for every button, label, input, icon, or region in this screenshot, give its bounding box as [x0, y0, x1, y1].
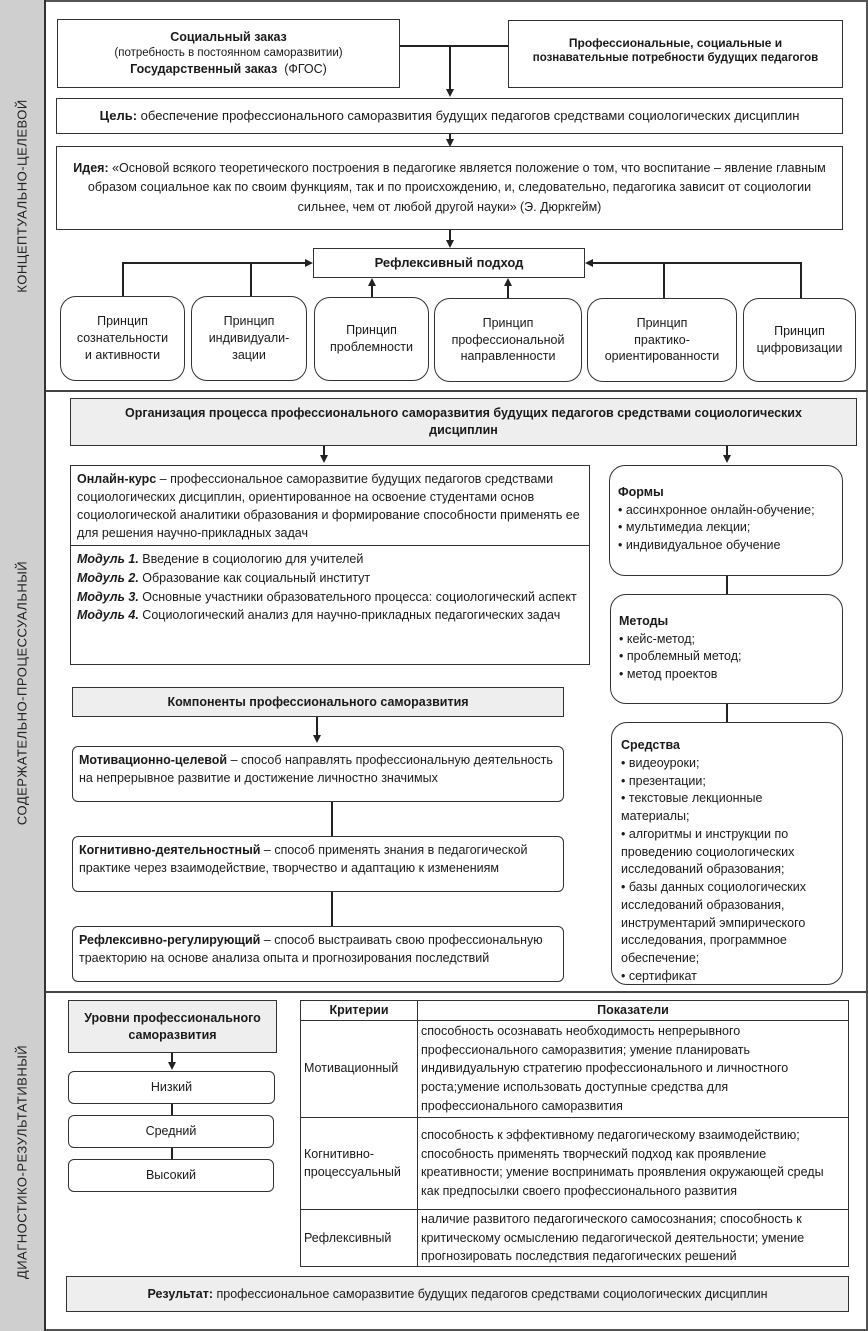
table-cell-indicators: наличие развитого педагогического самосознания; способность к критическому осмыслению педагогической деятельности; умение прогнозировать последствия педагогических решений: [418, 1209, 849, 1266]
connector-forms-methods: [726, 576, 728, 594]
module-text: Образование как социальный институт: [138, 570, 371, 585]
module-label: Модуль 1.: [77, 552, 139, 566]
means-item: • презентации;: [621, 773, 834, 791]
approach-box: [313, 248, 585, 278]
module-label: Модуль 3.: [77, 589, 139, 604]
goal-box: [56, 98, 843, 134]
connector-principle-1: [122, 262, 124, 298]
connector-left-bus: [122, 262, 305, 264]
module-item: [77, 550, 583, 569]
connector-level: [171, 1148, 173, 1159]
principle-line: Принцип: [346, 323, 397, 338]
criteria-table: [300, 1000, 849, 1267]
principle-line: цифровизации: [756, 341, 843, 355]
organization-title: Организация процесса профессионального саморазвития будущих педагогов средствами социологических дисциплин: [125, 406, 802, 437]
arrow-down-icon: [320, 455, 328, 463]
arrow-down-icon: [168, 1062, 176, 1070]
principle-card: [191, 296, 307, 381]
social-order-title: Социальный заказ: [170, 29, 287, 44]
table-header-row: [301, 1001, 849, 1021]
principle-card: [314, 297, 429, 381]
result-text: профессиональное саморазвитие будущих педагогов средствами социологических дисциплин: [213, 1286, 768, 1301]
means-box: [611, 722, 843, 985]
module-item: [77, 588, 583, 607]
needs-line-2: познавательные потребности будущих педагогов: [532, 52, 819, 65]
arrow-left-icon: [585, 259, 593, 267]
forms-item: • мультимедиа лекции;: [618, 519, 834, 537]
principle-line: Принцип: [97, 314, 148, 329]
table-cell-criterion: Мотивационный: [301, 1020, 418, 1117]
principle-line: и активности: [84, 347, 161, 362]
means-item: • алгоритмы и инструкции по проведению социологических исследований образования;: [621, 826, 834, 879]
section-diagnostic-label: ДИАГНОСТИКО-РЕЗУЛЬТАТИВНЫЙ: [14, 1044, 30, 1280]
module-text: Основные участники образовательного процесса: социологический аспект: [138, 589, 577, 604]
course-box: [70, 465, 590, 665]
level-card: [68, 1159, 274, 1192]
organization-box: [70, 398, 857, 446]
needs-line-1: Профессиональные, социальные и: [568, 36, 783, 50]
principle-line: практико-: [634, 332, 690, 347]
table-row: [301, 1117, 849, 1209]
level-label: Низкий: [150, 1080, 193, 1095]
level-label: Средний: [145, 1124, 197, 1139]
course-text: – профессиональное саморазвитие будущих педагогов средствами социологических дисциплин, ориентированное на освоение студентами основ социологической аналитики образования и формирование способности применять ее для решения научно-прикладных задач: [77, 472, 580, 541]
principle-card: [743, 298, 856, 382]
component-card: [72, 926, 564, 982]
components-title: Компоненты профессионального саморазвития: [167, 694, 469, 709]
principle-card: [587, 298, 737, 382]
module-text: Введение в социологию для учителей: [138, 552, 364, 566]
modules-list: [71, 546, 589, 629]
section-diagnostic-sidebar: [0, 993, 46, 1331]
principle-line: проблемности: [330, 340, 413, 354]
social-order-box: [57, 19, 400, 88]
approach-label: Рефлексивный подход: [374, 255, 524, 271]
result-label: Результат:: [147, 1286, 214, 1301]
methods-item: • метод проектов: [619, 666, 834, 684]
forms-title: Формы: [618, 485, 664, 499]
table-cell-indicators: способность осознавать необходимость непрерывного профессионального саморазвития; умение планировать индивидуальную стратегию профессионального и личностного роста;умение использовать доступные средства для профессионального саморазвития: [418, 1020, 849, 1117]
section-content-sidebar: [0, 392, 46, 993]
idea-label: Идея:: [73, 160, 109, 175]
table-header-criteria: Критерии: [301, 1001, 418, 1021]
principle-line: Принцип: [774, 324, 825, 339]
section-conceptual-label: КОНЦЕПТУАЛЬНО-ЦЕЛЕВОЙ: [14, 99, 30, 293]
connector-methods-means: [726, 704, 728, 722]
component-label: Когнитивно-деятельностный: [79, 843, 261, 857]
component-text: – способ направлять профессиональную деятельность на непрерывное развитие и достижение личностно значимых: [79, 753, 553, 786]
principle-card: [434, 298, 582, 382]
social-order-subtitle: (потребность в постоянном саморазвитии): [114, 46, 343, 59]
module-label: Модуль 2.: [77, 570, 139, 585]
course-description: [71, 466, 589, 546]
state-order-title: Государственный заказ: [130, 62, 278, 77]
module-item: [77, 569, 583, 588]
connector-level: [171, 1104, 173, 1115]
connector-component: [331, 892, 333, 926]
arrow-down-icon: [313, 735, 321, 743]
components-box: [72, 687, 564, 717]
means-item: • видеоуроки;: [621, 755, 834, 773]
methods-box: [610, 594, 843, 704]
section-content-label: СОДЕРЖАТЕЛЬНО-ПРОЦЕССУАЛЬНЫЙ: [14, 560, 30, 825]
component-label: Мотивационно-целевой: [79, 753, 228, 767]
component-card: [72, 746, 564, 802]
section-conceptual-sidebar: [0, 0, 46, 392]
means-item: • текстовые лекционные материалы;: [621, 790, 834, 826]
component-card: [72, 836, 564, 892]
connector-principle-6: [800, 262, 802, 298]
connector-principle-5: [663, 262, 665, 298]
principle-line: сознательности: [76, 331, 169, 346]
goal-text: обеспечение профессионального саморазвития будущих педагогов средствами социологических дисциплин: [137, 108, 800, 124]
component-text: – способ выстраивать свою профессиональную траекторию на основе анализа опыта и прогнозирования последствий: [79, 933, 543, 966]
table-cell-indicators: способность к эффективному педагогическому взаимодействию; способность применять творческий подход как проявление креативности; умение воспринимать проявления окружающей среды как предпосылки своего профессионального развития: [418, 1117, 849, 1209]
forms-item: • индивидуальное обучение: [618, 537, 834, 555]
means-item: • сертификат: [621, 968, 834, 986]
table-cell-criterion: Когнитивно-процессуальный: [301, 1117, 418, 1209]
course-label: Онлайн-курс: [77, 472, 157, 486]
arrow-down-icon: [723, 455, 731, 463]
methods-item: • проблемный метод;: [619, 648, 834, 666]
level-card: [68, 1115, 274, 1148]
principle-line: Принцип: [223, 314, 275, 329]
module-label: Модуль 4.: [77, 608, 139, 623]
arrow-right-icon: [305, 259, 313, 267]
arrow-up-icon: [504, 278, 512, 286]
arrow-up-icon: [368, 278, 376, 286]
state-order-subtitle: (ФГОС): [284, 62, 327, 77]
arrow-down-icon: [446, 240, 454, 248]
needs-box: [508, 20, 843, 88]
module-text: Социологический анализ для научно-прикладных педагогических задач: [138, 608, 561, 623]
connector-principle-2: [250, 262, 252, 298]
table-cell-criterion: Рефлексивный: [301, 1209, 418, 1266]
principle-line: Принцип: [636, 315, 688, 330]
connector-right-bus: [593, 262, 801, 264]
means-item: • базы данных социологических исследований образования, инструментарий эмпирического исследования, программное обеспечение;: [621, 879, 834, 968]
principle-card: [60, 296, 185, 381]
goal-label: Цель:: [99, 108, 138, 124]
connector-component: [331, 802, 333, 836]
component-label: Рефлексивно-регулирующий: [79, 933, 261, 947]
level-card: [68, 1071, 275, 1104]
table-row: [301, 1020, 849, 1117]
component-text: – способ применять знания в педагогической практике через взаимодействие, творчество и адаптацию к изменениям: [79, 843, 528, 876]
levels-box: [68, 1000, 277, 1053]
table-row: [301, 1209, 849, 1266]
module-item: [77, 606, 583, 625]
forms-box: [609, 465, 843, 576]
principle-line: ориентированности: [604, 349, 720, 364]
connector-orders: [400, 45, 508, 47]
level-label: Высокий: [145, 1168, 197, 1183]
table-header-indicators: Показатели: [418, 1001, 849, 1021]
means-title: Средства: [621, 738, 680, 752]
idea-text: «Основой всякого теоретического построения в педагогике является положение о том, что воспитание – явление главным образом социальное как по своим функциям, так и по происхождению, и, следовательно, педагогика зависит от социологии сильнее, чем от любой другой науки» (Э. Дюркгейм): [87, 160, 826, 214]
forms-item: • ассинхронное онлайн-обучение;: [618, 502, 834, 520]
principle-line: профессиональной: [451, 332, 565, 347]
principle-line: направленности: [460, 349, 556, 364]
principle-line: индивидуали-: [208, 331, 290, 346]
methods-item: • кейс-метод;: [619, 631, 834, 649]
levels-title: Уровни профессионального саморазвития: [84, 1010, 261, 1042]
principle-line: Принцип: [482, 315, 534, 330]
methods-title: Методы: [619, 614, 669, 628]
idea-box: [56, 146, 843, 230]
arrow-down-icon: [446, 89, 454, 97]
principle-line: зации: [232, 347, 266, 362]
result-box: [66, 1276, 849, 1312]
connector-to-goal: [449, 45, 451, 90]
